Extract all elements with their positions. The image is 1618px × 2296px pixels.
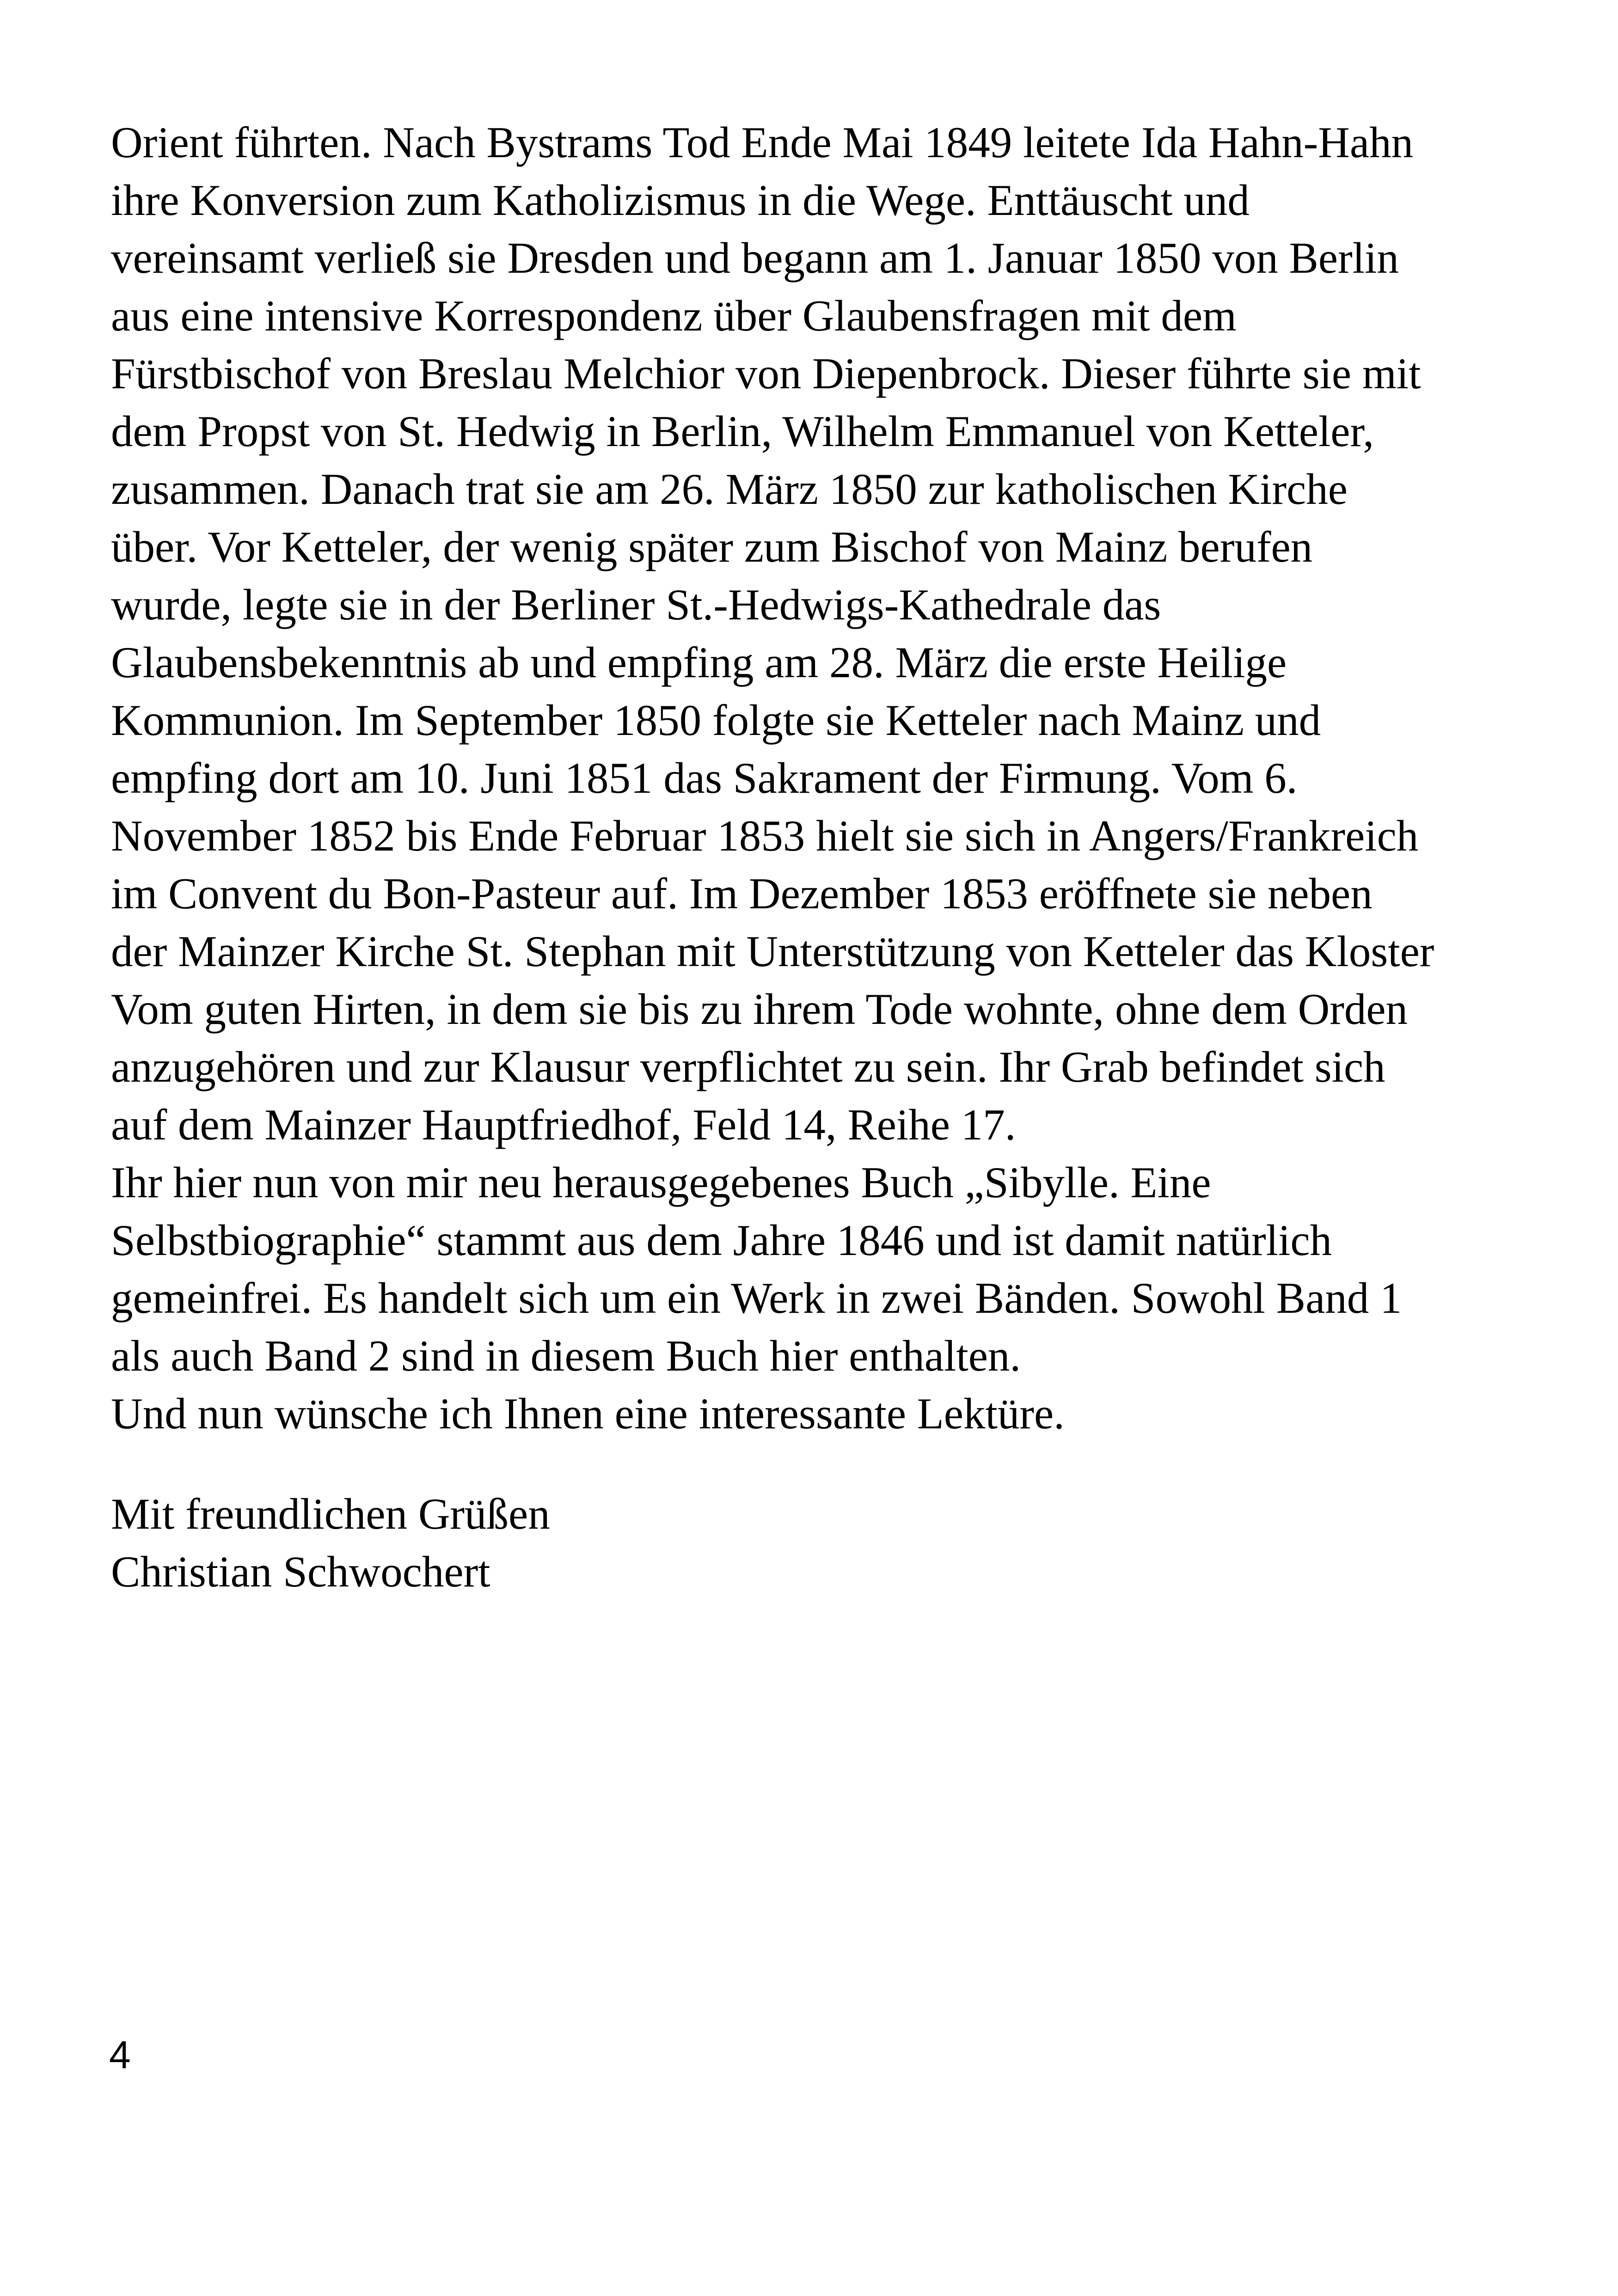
text-line: Fürstbischof von Breslau Melchior von Diepenbrock. Dieser führte sie mit (111, 349, 1421, 398)
text-line: Selbstbiographie“ stammt aus dem Jahre 1846 und ist damit natürlich (111, 1216, 1332, 1265)
text-line: Glaubensbekenntnis ab und empfing am 28. März die erste Heilige (111, 638, 1287, 687)
text-line: empfing dort am 10. Juni 1851 das Sakrament der Firmung. Vom 6. (111, 753, 1298, 802)
text-line: vereinsamt verließ sie Dresden und begann am 1. Januar 1850 von Berlin (111, 233, 1399, 282)
text-line: über. Vor Ketteler, der wenig später zum Bischof von Mainz berufen (111, 522, 1313, 571)
text-line: Kommunion. Im September 1850 folgte sie Ketteler nach Mainz und (111, 696, 1321, 745)
page-number: 4 (109, 2033, 131, 2076)
body-text (111, 114, 1544, 1443)
text-line: gemeinfrei. Es handelt sich um ein Werk in zwei Bänden. Sowohl Band 1 (111, 1274, 1402, 1322)
text-line: der Mainzer Kirche St. Stephan mit Unterstützung von Ketteler das Kloster (111, 927, 1434, 976)
text-line: aus eine intensive Korrespondenz über Glaubensfragen mit dem (111, 291, 1237, 340)
text-line: ihre Konversion zum Katholizismus in die Wege. Enttäuscht und (111, 176, 1250, 225)
text-line: auf dem Mainzer Hauptfriedhof, Feld 14, Reihe 17. (111, 1100, 1016, 1149)
text-line: Und nun wünsche ich Ihnen eine interessante Lektüre. (111, 1389, 1065, 1438)
text-line: als auch Band 2 sind in diesem Buch hier enthalten. (111, 1331, 1021, 1380)
text-line: Vom guten Hirten, in dem sie bis zu ihrem Tode wohnte, ohne dem Orden (111, 985, 1408, 1034)
text-line: November 1852 bis Ende Februar 1853 hielt sie sich in Angers/Frankreich (111, 811, 1419, 860)
closing-block (111, 1485, 550, 1601)
author-signature: Christian Schwochert (111, 1547, 490, 1596)
text-line: Orient führten. Nach Bystrams Tod Ende Mai 1849 leitete Ida Hahn-Hahn (111, 118, 1414, 167)
text-line: wurde, legte sie in der Berliner St.-Hedwigs-Kathedrale das (111, 580, 1161, 629)
text-line: anzugehören und zur Klausur verpflichtet zu sein. Ihr Grab befindet sich (111, 1042, 1385, 1091)
text-line: zusammen. Danach trat sie am 26. März 1850 zur katholischen Kirche (111, 465, 1348, 514)
closing-greeting: Mit freundlichen Grüßen (111, 1489, 550, 1538)
text-line: im Convent du Bon-Pasteur auf. Im Dezember 1853 eröffnete sie neben (111, 869, 1373, 918)
text-line: Ihr hier nun von mir neu herausgegebenes Buch „Sibylle. Eine (111, 1158, 1211, 1207)
text-line: dem Propst von St. Hedwig in Berlin, Wilhelm Emmanuel von Ketteler, (111, 407, 1374, 456)
